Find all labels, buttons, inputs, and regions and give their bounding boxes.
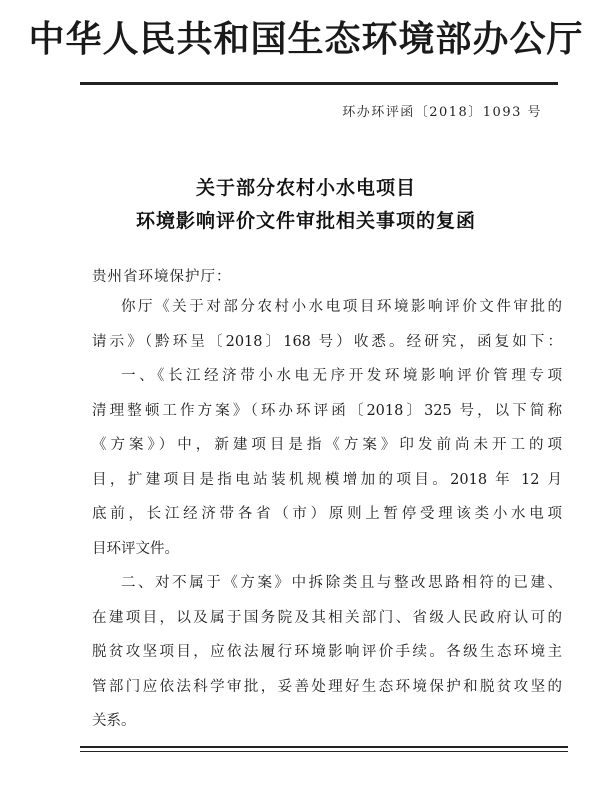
paragraph-line: 目，扩建项目是指电站装机规模增加的项目。2018 年 12 月	[92, 471, 562, 488]
document-title-line-1: 关于部分农村小水电项目	[195, 177, 416, 199]
paragraph-line: 脱贫攻坚项目，应依法履行环境影响评价手续。各级生态环境主	[92, 644, 562, 660]
paragraph-line: 你厅《关于对部分农村小水电项目环境影响评价文件审批的	[121, 299, 562, 315]
letter-body	[92, 290, 562, 739]
paragraph-line: 请示》（黔环呈〔2018〕168 号）收悉。经研究，函复如下：	[92, 333, 562, 350]
paragraph-line: 管部门应依法科学审批，妥善处理好生态环境保护和脱贫攻坚的	[92, 678, 562, 695]
paragraph-item-two	[92, 566, 562, 739]
paragraph-line: 目环评文件。	[92, 540, 179, 557]
salutation: 贵州省环境保护厅：	[92, 269, 232, 285]
footer-divider-thick	[80, 746, 568, 748]
paragraph-line: 《方案》）中，新建项目是指《方案》印发前尚未开工的项	[92, 437, 562, 453]
paragraph-line: 二、对不属于《方案》中拆除类且与整改思路相符的已建、	[121, 575, 562, 591]
paragraph-line: 在建项目，以及属于国务院及其相关部门、省级人民政府认可的	[92, 609, 562, 626]
issuing-office-header: 中华人民共和国生态环境部办公厅	[28, 19, 584, 60]
paragraph-line: 清理整顿工作方案》（环办环评函〔2018〕325 号，以下简称	[92, 402, 562, 419]
paragraph-request-ack	[92, 290, 562, 359]
paragraph-item-one	[92, 359, 562, 566]
document-number: 环办环评函〔2018〕1093 号	[342, 105, 542, 120]
paragraph-line: 底前，长江经济带各省（市）原则上暂停受理该类小水电项	[92, 506, 562, 522]
paragraph-line: 关系。	[92, 713, 136, 729]
paragraph-line: 一、《长江经济带小水电无序开发环境影响评价管理专项	[121, 368, 562, 384]
header-divider	[80, 82, 558, 85]
document-title-line-2: 环境影响评价文件审批相关事项的复函	[135, 210, 476, 232]
footer-divider-thin	[80, 751, 568, 752]
